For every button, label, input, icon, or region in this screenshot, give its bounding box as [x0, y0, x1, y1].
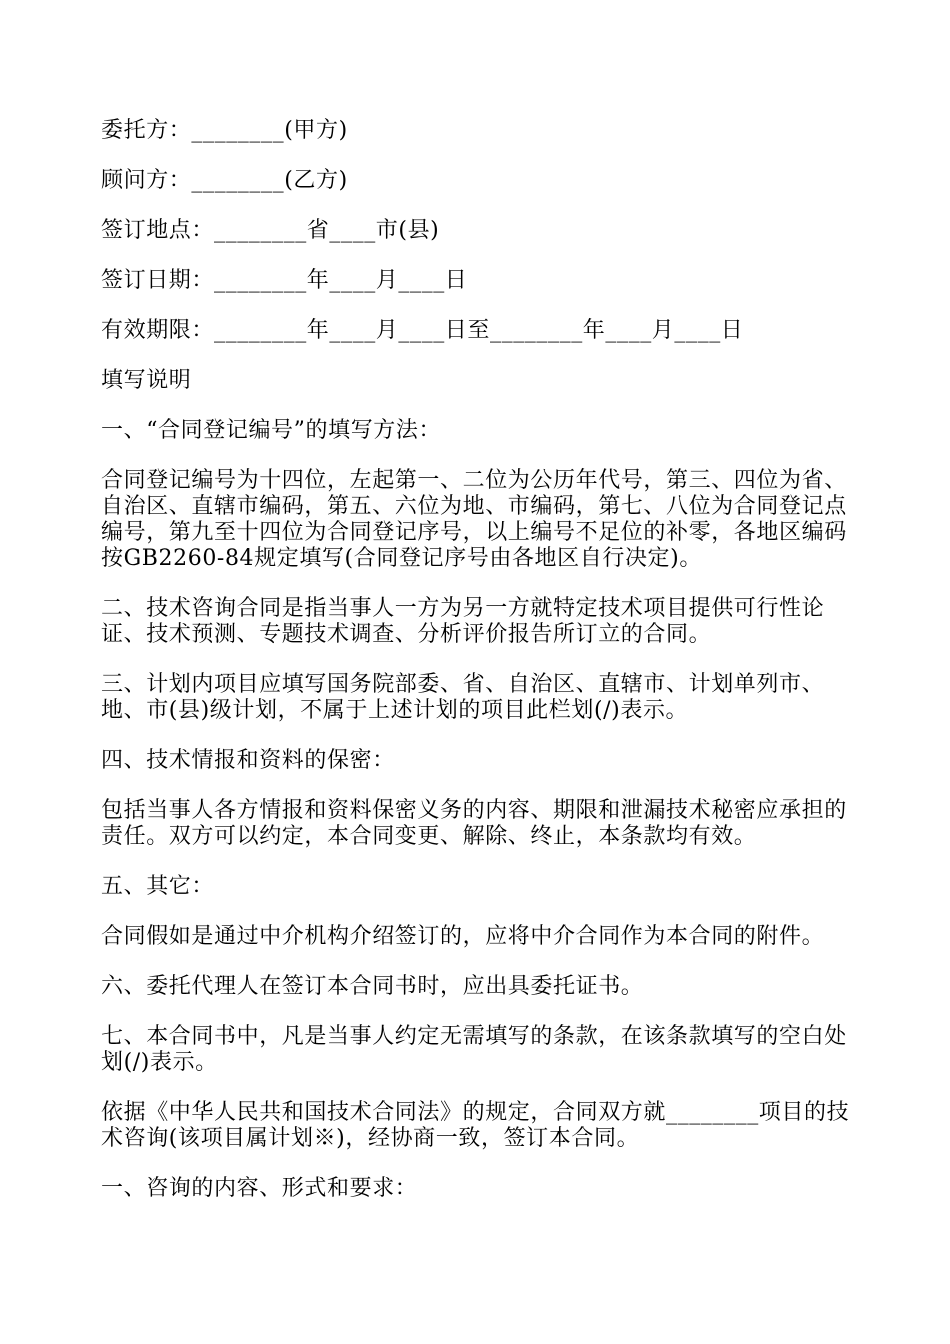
section-6-body: 六、委托代理人在签订本合同书时，应出具委托证书。	[101, 974, 644, 999]
section-3-body: 三、计划内项目应填写国务院部委、省、自治区、直辖市、计划单列市、地、市(县)级计划，不属于上述计划的项目此栏划(/)表示。	[101, 672, 825, 723]
section-4-body: 包括当事人各方情报和资料保密义务的内容、期限和泄漏技术秘密应承担的责任。双方可以约定，本合同变更、解除、终止，本条款均有效。	[101, 798, 847, 849]
instructions-heading: 填写说明	[101, 368, 192, 393]
contract-preamble: 依据《中华人民共和国技术合同法》的规定，合同双方就________项目的技术咨询(该项目属计划※)，经协商一致，签订本合同。	[101, 1100, 850, 1151]
client-field: 委托方：________(甲方)	[101, 118, 348, 143]
validity-period-field: 有效期限：________年____月____日至________年____月____日	[101, 318, 744, 343]
section-4-heading: 四、技术情报和资料的保密：	[101, 748, 395, 773]
consultant-field: 顾问方：________(乙方)	[101, 168, 348, 193]
signing-place-field: 签订地点：________省____市(县)	[101, 218, 440, 243]
section-5-body: 合同假如是通过中介机构介绍签订的，应将中介合同作为本合同的附件。	[101, 924, 825, 949]
section-1-body: 合同登记编号为十四位，左起第一、二位为公历年代号，第三、四位为省、自治区、直辖市编码，第五、六位为地、市编码，第七、八位为合同登记点编号，第九至十四位为合同登记序号，以上编号不足位的补零，各地区编码按GB2260-84规定填写(合同登记序号由各地区自行决定)。	[101, 468, 847, 571]
section-2-body: 二、技术咨询合同是指当事人一方为另一方就特定技术项目提供可行性论证、技术预测、专题技术调查、分析评价报告所订立的合同。	[101, 596, 825, 647]
section-7-body: 七、本合同书中，凡是当事人约定无需填写的条款，在该条款填写的空白处划(/)表示。	[101, 1024, 847, 1075]
signing-date-field: 签订日期：________年____月____日	[101, 268, 468, 293]
section-1-heading: 一、“合同登记编号”的填写方法：	[101, 418, 442, 443]
section-5-heading: 五、其它：	[101, 874, 215, 899]
document-page	[101, 118, 861, 1226]
consulting-content-heading: 一、咨询的内容、形式和要求：	[101, 1176, 418, 1201]
